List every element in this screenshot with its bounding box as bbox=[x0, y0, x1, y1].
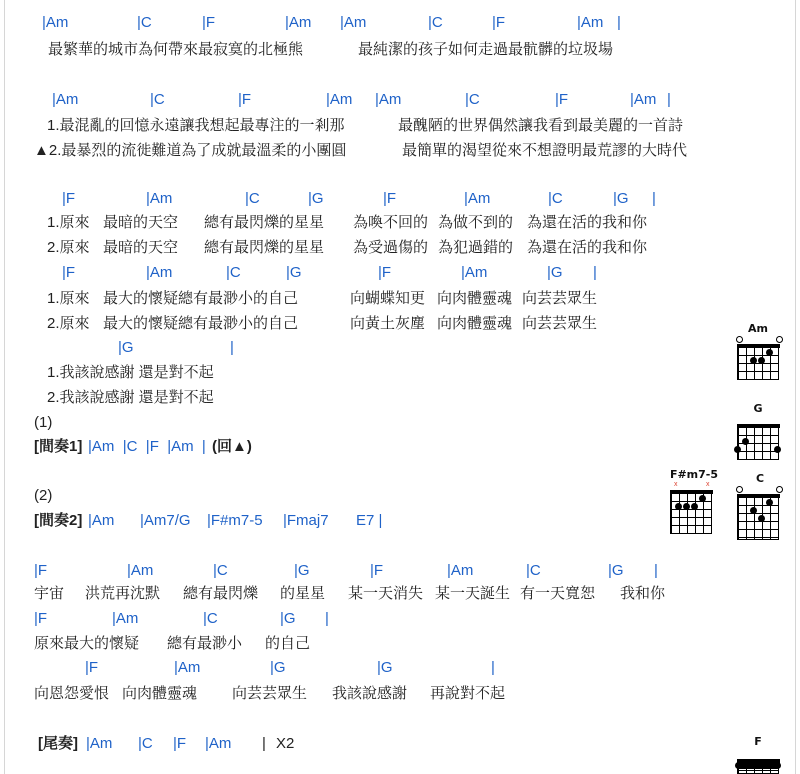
lyric-text: 向蝴蝶知更 bbox=[350, 290, 426, 307]
lyric-text: ▲2.最暴烈的流徙難道為了成就最溫柔的小團圓 bbox=[34, 142, 347, 159]
chord-text: |C bbox=[465, 91, 480, 108]
lyric-text: 向芸芸眾生 bbox=[232, 685, 308, 702]
section-label: | bbox=[262, 735, 266, 752]
chord-text: |C bbox=[226, 264, 241, 281]
chord-text: | bbox=[325, 610, 329, 627]
section-label: (2) bbox=[34, 487, 53, 504]
chord-text: | bbox=[652, 190, 656, 207]
lyric-text: 的星星 bbox=[280, 585, 326, 602]
chord-text: |F bbox=[62, 264, 76, 281]
lyric-text: 最醜陋的世界偶然讓我看到最美麗的一首詩 bbox=[398, 117, 684, 134]
chord-text: |F bbox=[383, 190, 397, 207]
lyric-text: 向肉體靈魂 bbox=[437, 290, 513, 307]
lyric-text: 為受過傷的 bbox=[353, 239, 429, 256]
chord-text: |C bbox=[428, 14, 443, 31]
lyric-text: 為還在活的我和你 bbox=[527, 214, 648, 231]
chord-text: | bbox=[593, 264, 597, 281]
chord-text: | bbox=[230, 339, 234, 356]
chord-text: |F bbox=[34, 610, 48, 627]
chord-text: |Am bbox=[174, 659, 201, 676]
chord-text: |Am bbox=[146, 264, 173, 281]
chord-text: |G bbox=[118, 339, 134, 356]
lyric-text: 向黃土灰塵 bbox=[350, 315, 426, 332]
lyric-text: 總有最閃爍的星星 bbox=[204, 214, 325, 231]
lyric-text: 向芸芸眾生 bbox=[522, 315, 598, 332]
chord-text: |Am bbox=[86, 735, 113, 752]
chord-text: |Am bbox=[285, 14, 312, 31]
chord-text: |F bbox=[378, 264, 392, 281]
lyric-text: 2.我該說感謝 還是對不起 bbox=[47, 389, 214, 406]
lyric-text: 洪荒再沈默 bbox=[85, 585, 161, 602]
chord-diagram-name: G bbox=[753, 402, 763, 415]
lyric-text: 再說對不起 bbox=[430, 685, 506, 702]
chord-text: |Am bbox=[464, 190, 491, 207]
lyric-text: 宇宙 bbox=[34, 585, 65, 602]
chord-text: |F bbox=[370, 562, 384, 579]
chord-text: |F bbox=[62, 190, 76, 207]
chord-text: | bbox=[667, 91, 671, 108]
section-label: [尾奏] bbox=[38, 735, 78, 752]
chord-text: E7 | bbox=[356, 512, 383, 529]
chord-text: |C bbox=[526, 562, 541, 579]
lyric-text: 向肉體靈魂 bbox=[437, 315, 513, 332]
section-label: (回▲) bbox=[212, 438, 252, 455]
lyric-text: 最暗的天空 bbox=[103, 214, 179, 231]
chord-text: |Am bbox=[52, 91, 79, 108]
chord-diagram-f bbox=[728, 735, 788, 774]
chord-text: |Am7/G bbox=[140, 512, 191, 529]
lyric-text: 我和你 bbox=[620, 585, 666, 602]
lyric-text: 為犯過錯的 bbox=[438, 239, 514, 256]
section-label: X2 bbox=[276, 735, 295, 752]
chord-diagram-g bbox=[728, 402, 788, 472]
chord-diagram-name: F bbox=[754, 735, 762, 748]
section-label: [間奏1] bbox=[34, 438, 83, 455]
chord-text: |F bbox=[555, 91, 569, 108]
lyric-text: 總有最閃爍 bbox=[183, 585, 259, 602]
lyric-text: 1.原來 bbox=[47, 214, 90, 231]
lyric-text: 向芸芸眾生 bbox=[522, 290, 598, 307]
lyric-text: 有一天寬恕 bbox=[520, 585, 596, 602]
chord-text: |Am bbox=[146, 190, 173, 207]
section-label: [間奏2] bbox=[34, 512, 83, 529]
chord-text: |C bbox=[203, 610, 218, 627]
lyric-text: 最純潔的孩子如何走過最骯髒的垃圾場 bbox=[358, 41, 614, 58]
lyric-text: 最簡單的渴望從來不想證明最荒謬的大時代 bbox=[402, 142, 688, 159]
lyric-text: 為還在活的我和你 bbox=[527, 239, 648, 256]
chord-text: |G bbox=[377, 659, 393, 676]
chord-text: |Am bbox=[461, 264, 488, 281]
chord-text: |C bbox=[137, 14, 152, 31]
lyric-text: 向恩怨愛恨 bbox=[34, 685, 110, 702]
chord-text: |Am bbox=[375, 91, 402, 108]
chord-text: |C bbox=[213, 562, 228, 579]
chord-diagram-name: F#m7-5 bbox=[669, 468, 719, 481]
lyric-text: 最大的懷疑總有最渺小的自己 bbox=[103, 290, 299, 307]
lyric-text: 某一天消失 bbox=[348, 585, 424, 602]
lyric-text: 我該說感謝 bbox=[332, 685, 408, 702]
lyric-text: 總有最閃爍的星星 bbox=[204, 239, 325, 256]
chord-diagram-am bbox=[728, 322, 788, 402]
lyric-text: 2.原來 bbox=[47, 239, 90, 256]
section-label: (1) bbox=[34, 414, 53, 431]
lyric-text: 為喚不回的 bbox=[353, 214, 429, 231]
lyric-text: 最暗的天空 bbox=[103, 239, 179, 256]
chord-diagram-c bbox=[728, 470, 788, 546]
chord-text: |C bbox=[245, 190, 260, 207]
chord-text: |Am |C |F |Am | bbox=[88, 438, 206, 455]
chord-text: |G bbox=[613, 190, 629, 207]
chord-text: | bbox=[617, 14, 621, 31]
lyric-text: 原來最大的懷疑 bbox=[34, 635, 140, 652]
chord-text: |Am bbox=[326, 91, 353, 108]
chord-text: | bbox=[491, 659, 495, 676]
chord-text: |Am bbox=[88, 512, 115, 529]
lyric-text: 1.我該說感謝 還是對不起 bbox=[47, 364, 214, 381]
chord-text: |C bbox=[150, 91, 165, 108]
chord-text: |G bbox=[270, 659, 286, 676]
chord-text: |Am bbox=[42, 14, 69, 31]
chord-text: |Am bbox=[447, 562, 474, 579]
chord-text: |Am bbox=[112, 610, 139, 627]
chord-text: |Am bbox=[577, 14, 604, 31]
chord-text: |F bbox=[34, 562, 48, 579]
lyric-text: 為做不到的 bbox=[438, 214, 514, 231]
lyric-text: 向肉體靈魂 bbox=[122, 685, 198, 702]
chord-text: |C bbox=[138, 735, 153, 752]
chord-text: |G bbox=[608, 562, 624, 579]
chord-text: |G bbox=[280, 610, 296, 627]
chord-text: |Am bbox=[205, 735, 232, 752]
chord-text: |F bbox=[202, 14, 216, 31]
chord-diagram-f-sharp-m7-5: F#m7-5 x x bbox=[664, 468, 724, 544]
lyric-text: 2.原來 bbox=[47, 315, 90, 332]
chord-text: |G bbox=[547, 264, 563, 281]
lyric-text: 最大的懷疑總有最渺小的自己 bbox=[103, 315, 299, 332]
chord-text: |Am bbox=[340, 14, 367, 31]
lyric-text: 1.原來 bbox=[47, 290, 90, 307]
chord-text: | bbox=[654, 562, 658, 579]
chord-text: |Fmaj7 bbox=[283, 512, 329, 529]
chord-text: |G bbox=[294, 562, 310, 579]
chord-text: |F bbox=[173, 735, 187, 752]
chord-text: |G bbox=[308, 190, 324, 207]
lyric-text: 的自己 bbox=[265, 635, 311, 652]
chord-text: |F#m7-5 bbox=[207, 512, 263, 529]
chord-diagram-name: Am bbox=[748, 322, 768, 335]
chord-text: |Am bbox=[127, 562, 154, 579]
lyric-text: 總有最渺小 bbox=[167, 635, 243, 652]
chord-text: |C bbox=[548, 190, 563, 207]
chord-text: |G bbox=[286, 264, 302, 281]
lyric-text: 1.最混亂的回憶永遠讓我想起最專注的一剎那 bbox=[47, 117, 345, 134]
chord-text: |F bbox=[85, 659, 99, 676]
chord-text: |Am bbox=[630, 91, 657, 108]
lyric-text: 某一天誕生 bbox=[435, 585, 511, 602]
lyric-text: 最繁華的城市為何帶來最寂寞的北極熊 bbox=[48, 41, 304, 58]
chord-text: |F bbox=[492, 14, 506, 31]
chord-diagram-name: C bbox=[755, 472, 765, 485]
chord-text: |F bbox=[238, 91, 252, 108]
